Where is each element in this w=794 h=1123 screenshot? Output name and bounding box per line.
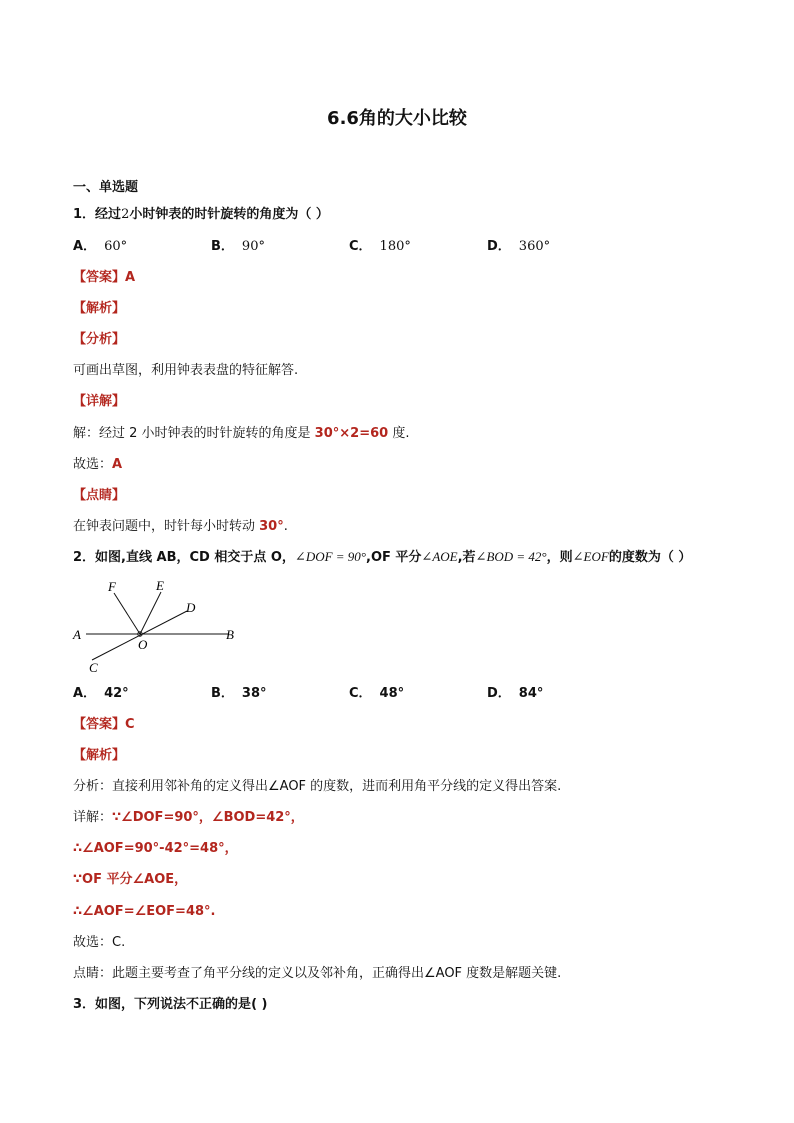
q1-fenxi-text: 可画出草图，利用钟表表盘的特征解答.: [73, 363, 299, 378]
label-d: D: [186, 600, 196, 615]
q2-xiangjie: 详解：∵∠DOF=90°，∠BOD=42°，: [73, 810, 304, 825]
q2-option-a[interactable]: A． 42°: [73, 686, 129, 701]
label-f: F: [108, 579, 116, 594]
q1-option-c[interactable]: C． 180°: [349, 239, 411, 254]
q1-dianjing-tag: 【点睛】: [73, 488, 126, 503]
q2-options: [73, 685, 753, 703]
q1-option-a[interactable]: A． 60°: [73, 239, 128, 254]
q2-jiexi-tag: 【解析】: [73, 748, 126, 763]
q2-step4: ∴∠AOF=∠EOF=48°.: [73, 904, 216, 919]
q1-dianjing-text: 在钟表问题中，时针每小时转动 30°.: [73, 519, 288, 534]
q1-number: 1．: [73, 207, 96, 222]
q2-fenxi: 分析：直接利用邻补角的定义得出∠AOF 的度数，进而利用角平分线的定义得出答案.: [73, 779, 562, 794]
q1-stem-num: 2: [121, 207, 130, 222]
q1-stem: [73, 206, 329, 224]
q2-dianjing: 点睛：此题主要考查了角平分线的定义以及邻补角，正确得出∠AOF 度数是解题关键.: [73, 966, 562, 981]
q1-option-b[interactable]: B． 90°: [211, 239, 265, 254]
q1-options: [73, 238, 753, 256]
page-title: 6.6角的大小比较: [327, 108, 467, 129]
q1-guxuan: 故选：A: [73, 457, 123, 472]
q2-stem: 2．如图,直线 AB，CD 相交于点 O，∠DOF = 90°,OF 平分∠AOE,若∠BOD = 42°，则∠EOF的度数为（ ）: [73, 549, 692, 565]
label-c: C: [89, 660, 98, 675]
q2-step2: ∴∠AOF=90°-42°=48°，: [73, 841, 238, 856]
q1-fenxi-tag: 【分析】: [73, 332, 126, 347]
label-b: B: [226, 627, 234, 642]
q2-geometry-figure: [70, 575, 250, 675]
section-heading: 一、单选题: [73, 180, 139, 195]
q2-option-c[interactable]: C． 48°: [349, 686, 405, 701]
q1-answer-value: A: [125, 270, 136, 285]
q1-xiangjie-tag: 【详解】: [73, 394, 126, 409]
ray-oe: [140, 592, 161, 634]
label-e: E: [156, 578, 164, 593]
q2-option-d[interactable]: D． 84°: [487, 686, 544, 701]
q1-jiexi-tag: 【解析】: [73, 301, 126, 316]
q1-answer-tag: 【答案】: [73, 270, 126, 285]
label-o: O: [138, 637, 148, 652]
label-a: A: [73, 627, 81, 642]
ray-of: [114, 593, 140, 634]
q1-xiangjie-calc: 30°×2=60: [314, 426, 389, 441]
line-cd: [92, 611, 187, 660]
q2-guxuan: 故选：C.: [73, 935, 126, 950]
q1-option-d[interactable]: D． 360°: [487, 239, 551, 254]
q2-step3: ∵OF 平分∠AOE，: [73, 872, 188, 887]
q1-stem-pre: 经过: [95, 207, 122, 222]
q2-option-b[interactable]: B． 38°: [211, 686, 267, 701]
q3-stem: 3．如图，下列说法不正确的是( ): [73, 997, 268, 1012]
q1-xiangjie-text: 解：经过 2 小时钟表的时针旋转的角度是 30°×2=60 度.: [73, 426, 410, 441]
q2-answer: 【答案】C: [73, 717, 135, 732]
q1-answer: [73, 269, 135, 287]
q1-stem-post: 小时钟表的时针旋转的角度为（ ）: [129, 207, 329, 222]
